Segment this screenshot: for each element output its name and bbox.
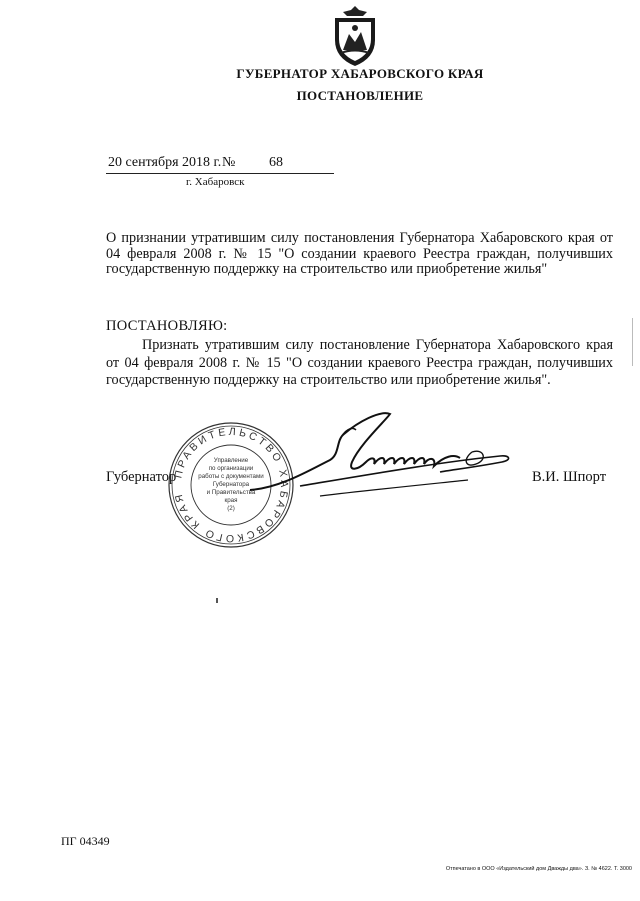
svg-text:по организации: по организации xyxy=(208,465,254,472)
authority-title: ГУБЕРНАТОР ХАБАРОВСКОГО КРАЯ xyxy=(236,66,484,81)
svg-text:Губернатора: Губернатора xyxy=(212,481,250,488)
handwritten-signature xyxy=(240,400,540,510)
scan-edge-mark xyxy=(632,318,633,366)
svg-text:края: края xyxy=(224,497,238,504)
document-type-title: ПОСТАНОВЛЕНИЕ xyxy=(296,88,424,103)
svg-text:и Правительства: и Правительства xyxy=(206,489,256,496)
signatory-position: Губернатор xyxy=(106,469,177,485)
svg-text:(2): (2) xyxy=(227,505,235,512)
document-city: г. Хабаровск xyxy=(186,176,245,188)
document-number: 68 xyxy=(269,155,283,170)
printer-imprint: Отпечатано в ООО «Издательский дом Дважды два». З. № 4622. Т. 3000 xyxy=(445,866,632,872)
scan-speck xyxy=(216,598,218,603)
svg-text:ПРАВИТЕЛЬСТВО ХАБАРОВСКОГО КРА: ПРАВИТЕЛЬСТВО ХАБАРОВСКОГО КРАЯ xyxy=(172,425,291,545)
coat-of-arms-icon xyxy=(327,6,383,68)
document-body: Признать утратившим силу постановление Губернатора Хабаровского края от 04 февраля 2008 г. № 15 "О создании краевого Реестра граждан, получивших государственную поддержку на строительство или приобретение жилья". xyxy=(106,337,613,388)
svg-text:работы с документами: работы с документами xyxy=(198,473,264,480)
form-code: ПГ 04349 xyxy=(61,834,110,848)
resolve-heading: ПОСТАНОВЛЯЮ: xyxy=(106,318,228,334)
document-date: 20 сентября 2018 г. xyxy=(108,155,222,170)
svg-text:Управление: Управление xyxy=(213,457,249,464)
number-sign: № xyxy=(222,155,236,170)
date-number-line xyxy=(106,155,334,174)
signatory-name: В.И. Шпорт xyxy=(532,469,607,485)
document-subject: О признании утратившим силу постановления Губернатора Хабаровского края от 04 февраля 2008 г. № 15 "О создании краевого Реестра граждан, получивших государственную поддержку на строительство или приобретение жилья" xyxy=(106,230,613,277)
